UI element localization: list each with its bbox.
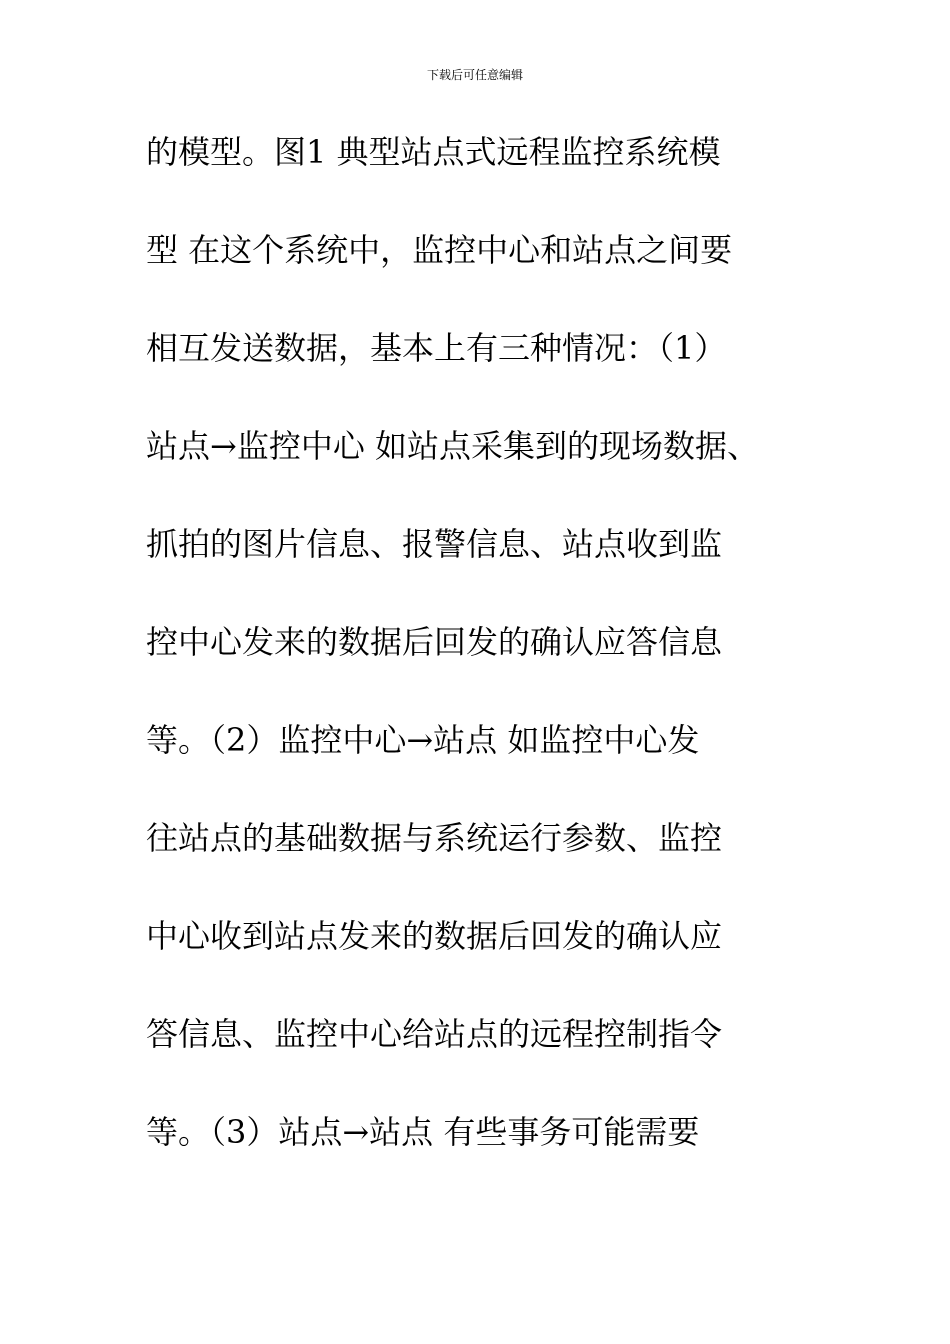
text-line: 站点→监控中心 如站点采集到的现场数据、 [146,427,759,465]
text-line: 往站点的基础数据与系统运行参数、监控 [146,819,723,857]
text-line: 等。（3）站点→站点 有些事务可能需要 [146,1113,700,1151]
page-header: 下载后可任意编辑 [426,68,523,82]
text-line: 控中心发来的数据后回发的确认应答信息 [146,623,723,661]
text-line: 型 在这个系统中，监控中心和站点之间要 [146,231,733,269]
text-line: 的模型。图1 典型站点式远程监控系统模 [146,133,721,171]
text-line: 相互发送数据，基本上有三种情况：（1） [146,329,727,367]
text-line: 等。（2）监控中心→站点 如监控中心发 [146,721,700,759]
text-line: 中心收到站点发来的数据后回发的确认应 [146,917,723,955]
body-text [146,128,866,1206]
text-line: 答信息、监控中心给站点的远程控制指令 [146,1015,723,1053]
text-line: 抓拍的图片信息、报警信息、站点收到监 [146,525,723,563]
